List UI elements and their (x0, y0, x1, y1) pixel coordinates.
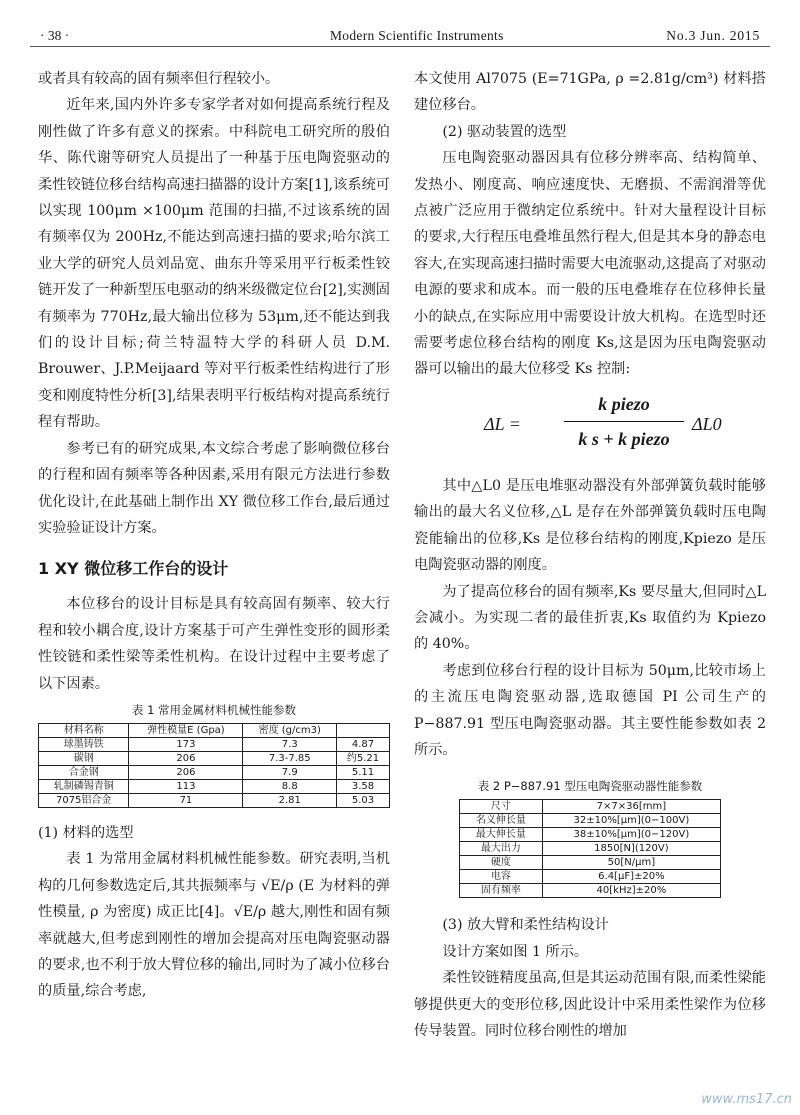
formula-rhs: ΔL0 (692, 413, 722, 434)
table-cell: 固有频率 (460, 884, 543, 898)
formula-lhs: ΔL = (484, 413, 521, 434)
table-cell: 轧制磷锡青铜 (39, 779, 129, 793)
page-number: · 38 · (40, 28, 70, 43)
journal-title: Modern Scientific Instruments (330, 28, 504, 43)
material-properties-table (38, 723, 390, 808)
table1-caption: 表 1 常用金属材料机械性能参数 (131, 702, 297, 717)
table-row (460, 884, 721, 898)
table-row (460, 800, 721, 814)
table-cell: 约5.21 (337, 751, 390, 765)
paragraph: 其中△L0 是压电堆驱动器没有外部弹簧负载时能够输出的最大名义位移,△L 是存在外部弹簧负载时压电陶瓷能输出的位移,Ks 是位移台结构的刚度,Kpiezo 是压电陶瓷驱动器的刚度。 (414, 477, 766, 574)
paragraph: 考虑到位移台行程的设计目标为 50μm,比较市场上的主流压电陶瓷驱动器,选取德国 PI 公司生产的 P−887.91 型压电陶瓷驱动器。其主要性能参数如表 2 所示。 (414, 662, 766, 758)
table-cell: 4.87 (337, 737, 390, 751)
table-cell: 球墨铸铁 (39, 737, 129, 751)
paragraph: 近年来,国内外许多专家学者对如何提高系统行程及刚性做了许多有意义的探索。中科院电工研究所的殷伯华、陈代谢等研究人员提出了一种基于压电陶瓷驱动的柔性铰链位移台结构高速扫描器的设计方案[1],该系统可以实现 100μm ×100μm 范围的扫描,不过该系统的固有频率仅为 200Hz,不能达到高速扫描的要求;哈尔滨工业大学的研究人员刘品宽、曲东升等采用平行板柔性铰链开发了一种新型压电驱动的纳米级微定位台[2],实测固有频率为 770Hz,最大输出位移为 53μm,还不能达到我们的设计目标;荷兰特温特大学的科研人员 D.M. Brouwer、J.P.Meijaard 等对平行板柔性结构进行了形变和刚度特性分析[3],结果表明平行板结构对提高系统行程有帮助。 (38, 97, 390, 431)
table-cell: 6.4[μF]±20% (542, 870, 720, 884)
subsection-heading: (1) 材料的选型 (38, 824, 134, 841)
running-header (30, 22, 770, 47)
table-row (39, 779, 390, 793)
paragraph: 为了提高位移台的固有频率,Ks 要尽量大,但同时△L 会减小。为实现二者的最佳折衷,Ks 取值约为 Kpiezo 的 40%。 (414, 583, 766, 653)
subsection-heading: (2) 驱动装置的选型 (442, 123, 567, 140)
table-header-cell: 密度 (g/cm3) (243, 723, 337, 737)
formula-numerator: k piezo (564, 391, 684, 422)
paragraph: 参考已有的研究成果,本文综合考虑了影响微位移台的行程和固有频率等各种因素,采用有限元方法进行参数优化设计,在此基础上制作出 XY 微位移工作台,最后通过实验验证设计方案。 (38, 440, 390, 536)
left-column (38, 66, 390, 1005)
piezo-params-table (459, 799, 721, 898)
table-header-cell: 材料名称 (39, 723, 129, 737)
table-cell: 32±10%[μm](0−100V) (542, 814, 720, 828)
table-cell: 71 (129, 793, 243, 807)
table-cell: 7075铝合金 (39, 793, 129, 807)
table-row (39, 737, 390, 751)
table-row (460, 828, 721, 842)
table-row (460, 842, 721, 856)
table-row (460, 814, 721, 828)
table-cell: 7.3-7.85 (243, 751, 337, 765)
paragraph: 表 1 为常用金属材料机械性能参数。研究表明,当机构的几何参数选定后,其共振频率与 √E/ρ (E 为材料的弹性模量, ρ 为密度) 成正比[4]。√E/ρ 越大,刚性和固有频率就越大,但考虑到刚性的增加会提高对压电陶瓷驱动器的要求,也不利于放大臂位移的输出,同时为了减小位移台的质量,综合考虑, (38, 851, 390, 1000)
table-cell: 5.11 (337, 765, 390, 779)
issue-info: No.3 Jun. 2015 (666, 28, 760, 43)
table-row (39, 751, 390, 765)
paragraph: 或者具有较高的固有频率但行程较小。 (38, 71, 280, 87)
table-header-cell: 弹性模量E (Gpa) (129, 723, 243, 737)
table-cell: 3.58 (337, 779, 390, 793)
paragraph: 设计方案如图 1 所示。 (442, 943, 589, 960)
right-column (414, 66, 766, 1044)
table-cell: 173 (129, 737, 243, 751)
table-cell: 合金钢 (39, 765, 129, 779)
formula-fraction (564, 391, 684, 453)
table-row (39, 793, 390, 807)
table-cell: 8.8 (243, 779, 337, 793)
paragraph: 本文使用 Al7075 (E=71GPa, ρ =2.81g/cm³) 材料搭建位移台。 (414, 71, 766, 114)
paragraph: 柔性铰链精度虽高,但是其运动范围有限,而柔性梁能够提供更大的变形位移,因此设计中采用柔性梁作为位移传导装置。同时位移台刚性的增加 (414, 970, 766, 1039)
table-cell: 硬度 (460, 856, 543, 870)
table2-caption: 表 2 P−887.91 型压电陶瓷驱动器性能参数 (477, 779, 703, 794)
subsection-heading: (3) 放大臂和柔性结构设计 (442, 917, 609, 934)
table-cell: 206 (129, 765, 243, 779)
table-cell: 碳钢 (39, 751, 129, 765)
table-cell: 206 (129, 751, 243, 765)
table-cell: 电容 (460, 870, 543, 884)
table-cell: 40[kHz]±20% (542, 884, 720, 898)
table-cell: 最大伸长量 (460, 828, 543, 842)
table-cell: 38±10%[μm](0−120V) (542, 828, 720, 842)
table-row (460, 856, 721, 870)
stiffness-formula (414, 389, 766, 459)
table-cell: 50[N/μm] (542, 856, 720, 870)
table-header-cell (337, 723, 390, 737)
table-cell: 2.81 (243, 793, 337, 807)
table-cell: 7.9 (243, 765, 337, 779)
table-cell: 7.3 (243, 737, 337, 751)
table-cell: 名义伸长量 (460, 814, 543, 828)
table-row (39, 765, 390, 779)
formula-denominator: k s + k piezo (578, 429, 670, 450)
table-cell: 尺寸 (460, 800, 543, 814)
table-cell: 1850[N](120V) (542, 842, 720, 856)
table-header-row (39, 723, 390, 737)
table-row (460, 870, 721, 884)
section-heading: 1 XY 微位移工作台的设计 (38, 559, 229, 579)
table-cell: 5.03 (337, 793, 390, 807)
paragraph: 压电陶瓷驱动器因具有位移分辨率高、结构简单、发热小、刚度高、响应速度快、无磨损、不需润滑等优点被广泛应用于微纳定位系统中。针对大量程设计目标的要求,大行程压电叠堆虽然行程大,但是其本身的静态电容大,在实现高速扫描时需要大电流驱动,这提高了对驱动电源的要求和成本。而一般的压电叠堆存在位移伸长量小的缺点,在实际应用中需要设计放大机构。在选型时还需要考虑位移台结构的刚度 Ks,这是因为压电陶瓷驱动器可以输出的最大位移受 Ks 控制: (414, 150, 766, 378)
site-watermark: www.ms17.cn (701, 1092, 792, 1107)
paragraph: 本位移台的设计目标是具有较高固有频率、较大行程和较小耦合度,设计方案基于可产生弹性变形的圆形柔性铰链和柔性梁等柔性机构。在设计过程中主要考虑了以下因素。 (38, 596, 390, 692)
table-cell: 7×7×36[mm] (542, 800, 720, 814)
table-cell: 113 (129, 779, 243, 793)
table-cell: 最大出力 (460, 842, 543, 856)
